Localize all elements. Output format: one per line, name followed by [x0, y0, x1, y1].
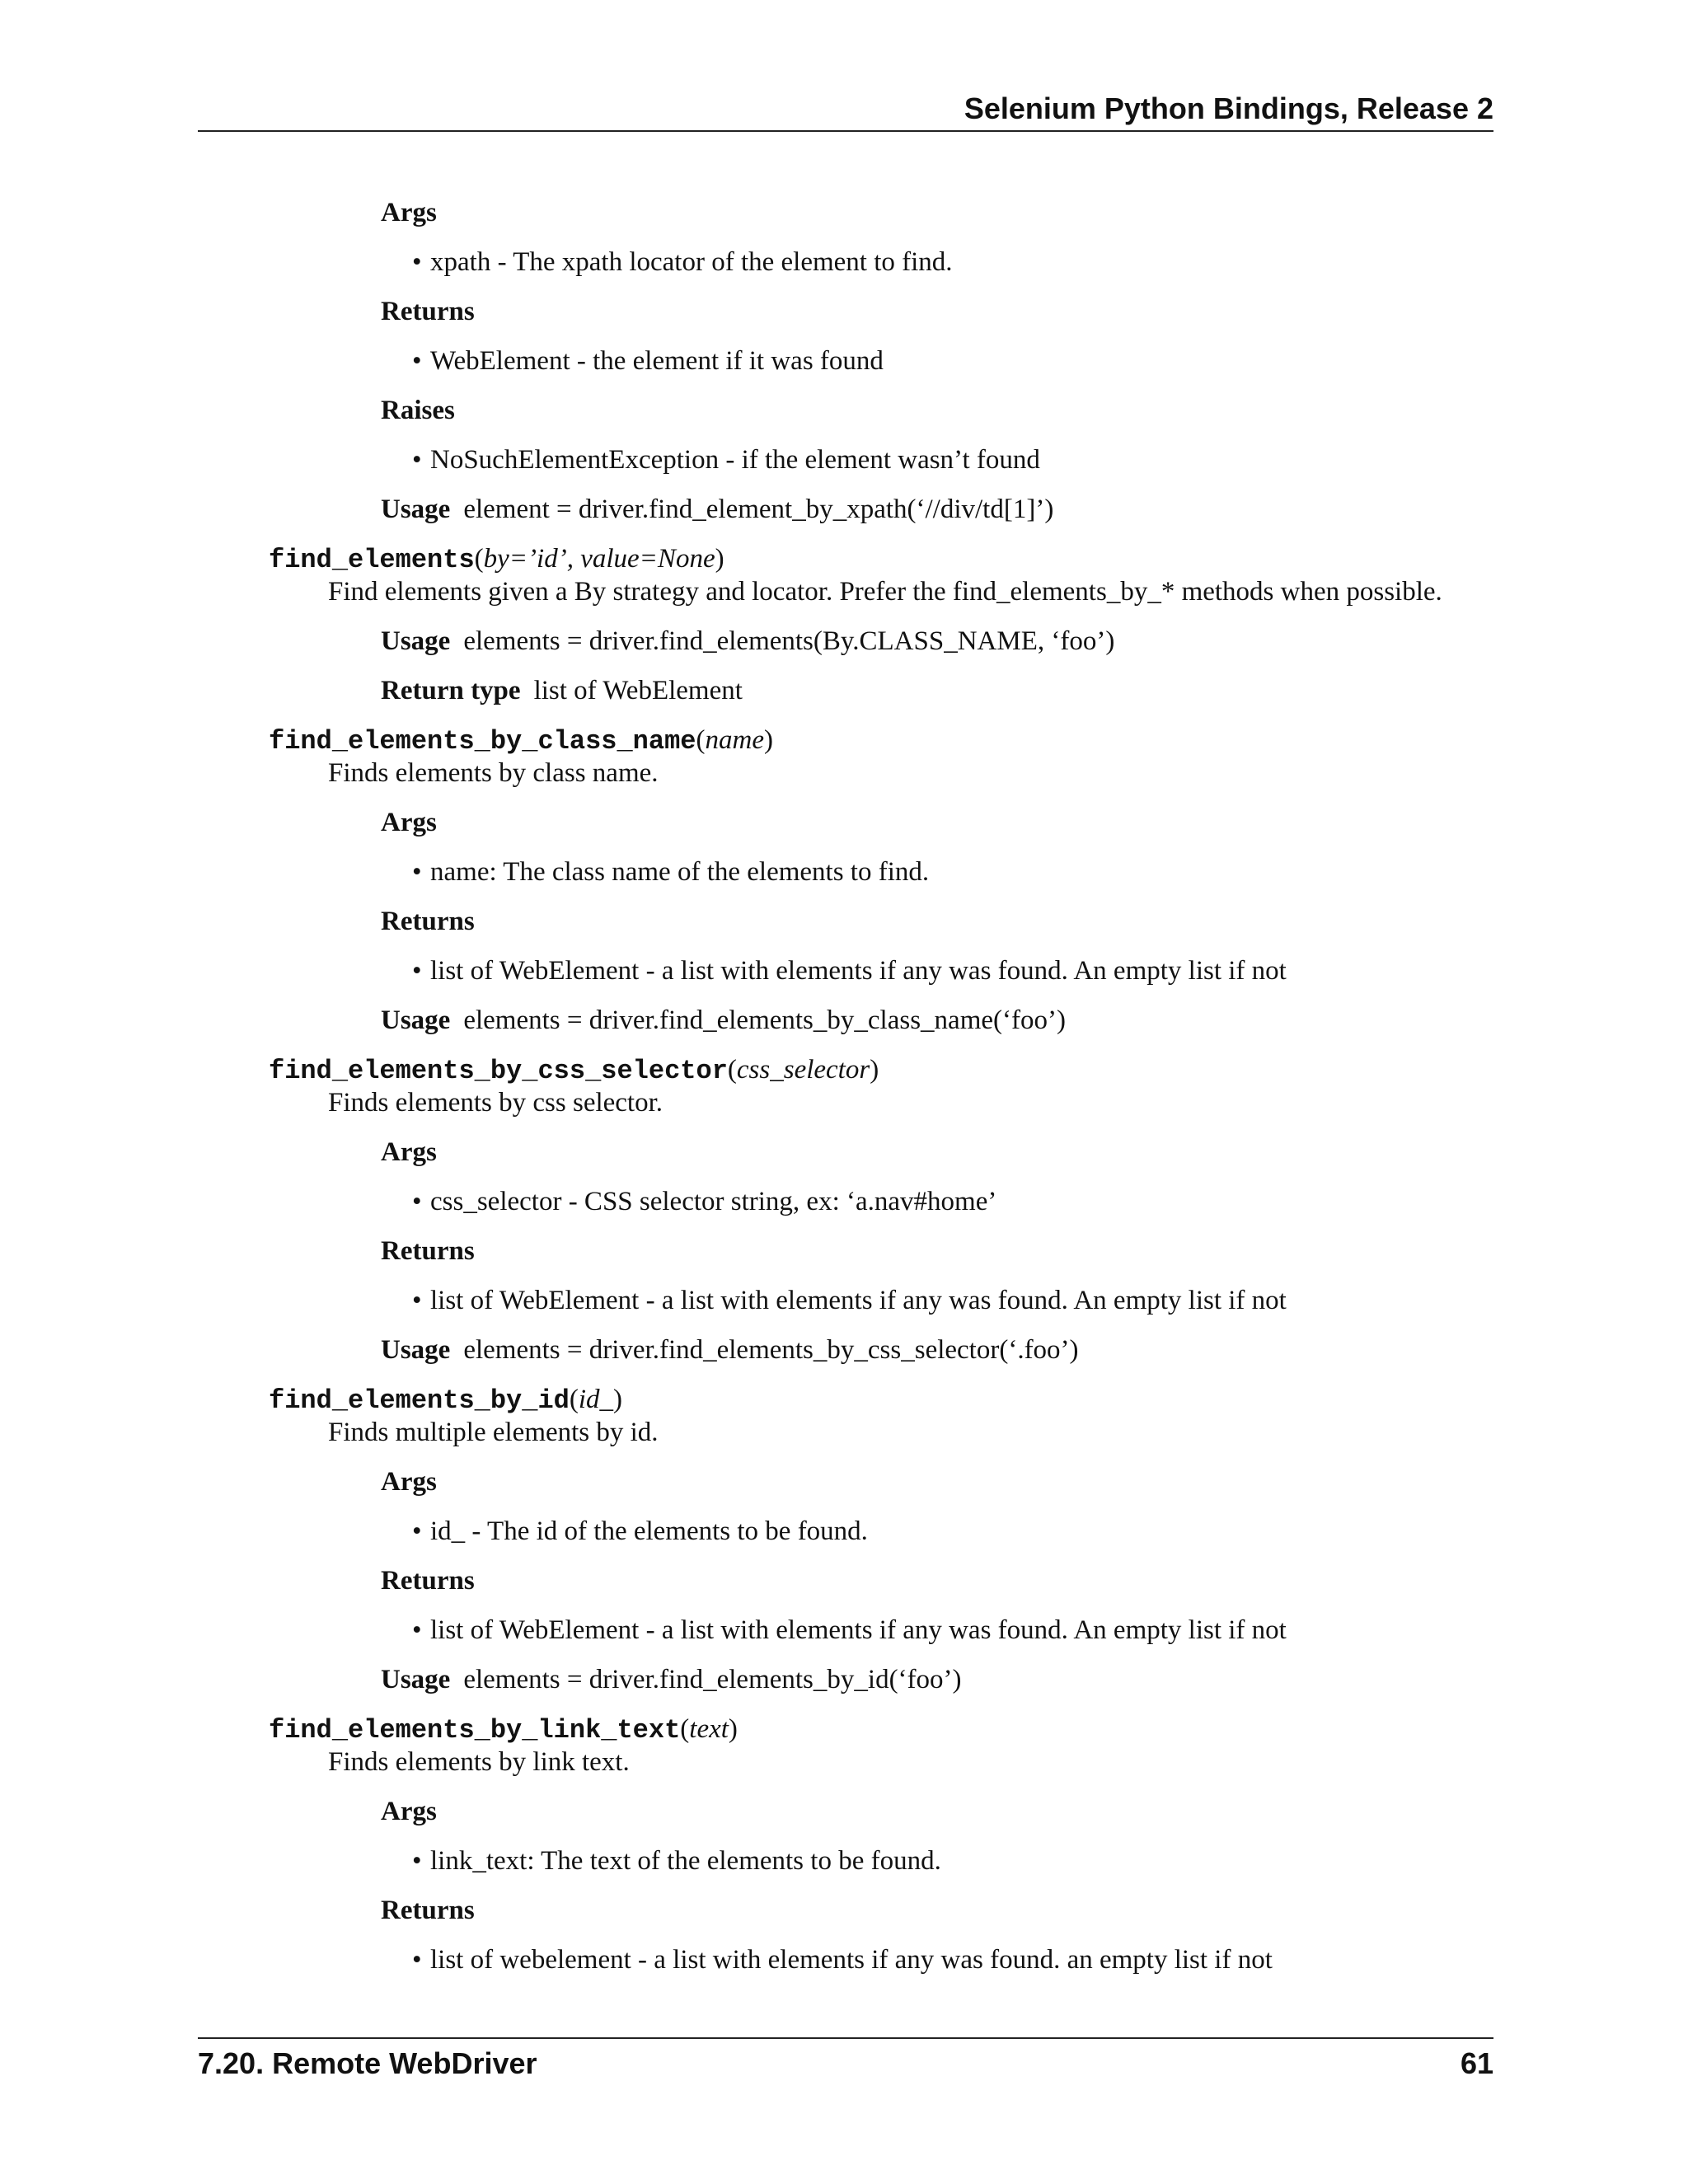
args-label: Args	[381, 1137, 437, 1167]
usage-label: Usage	[381, 626, 451, 656]
returns-label: Returns	[381, 1566, 475, 1596]
returns-item: • list of WebElement - a list with elements if any was found. An empty list if not	[412, 956, 1287, 986]
method-signature: find_elements_by_link_text(text)	[269, 1714, 738, 1746]
method-name: find_elements_by_css_selector	[269, 1056, 728, 1086]
returns-label: Returns	[381, 297, 475, 326]
method-params: id_	[578, 1385, 614, 1414]
returns-item: • list of WebElement - a list with elements if any was found. An empty list if not	[412, 1615, 1287, 1645]
method-signature: find_elements_by_id(id_)	[269, 1385, 623, 1416]
method-description: Finds elements by css selector.	[328, 1088, 663, 1118]
usage-text: elements = driver.find_elements(By.CLASS_NAME, ‘foo’)	[463, 626, 1115, 656]
method-find-elements	[0, 542, 1688, 724]
method-description: Finds multiple elements by id.	[328, 1418, 659, 1447]
method-params: by=’id’, value=None	[483, 544, 715, 574]
xpath-method-continuation	[0, 196, 1688, 542]
usage-text: elements = driver.find_elements_by_css_selector(‘.foo’)	[463, 1335, 1079, 1365]
return-type-text: list of WebElement	[533, 676, 743, 705]
args-label: Args	[381, 1797, 437, 1826]
returns-label: Returns	[381, 907, 475, 936]
method-name: find_elements	[269, 545, 475, 575]
usage-row	[381, 1663, 1688, 1696]
returns-item: • list of WebElement - a list with elements if any was found. An empty list if not	[412, 1286, 1287, 1315]
method-name: find_elements_by_class_name	[269, 726, 696, 757]
bullet-icon: •	[412, 1615, 422, 1645]
usage-label: Usage	[381, 494, 451, 524]
method-find-elements-by-id	[0, 1383, 1688, 1713]
raises-label: Raises	[381, 396, 455, 425]
method-description: Finds elements by link text.	[328, 1747, 630, 1777]
method-signature: find_elements_by_css_selector(css_selector)	[269, 1055, 879, 1086]
method-description: Find elements given a By strategy and locator. Prefer the find_elements_by_* methods when possible.	[328, 577, 1442, 607]
args-item: • id_ - The id of the elements to be found.	[412, 1516, 868, 1546]
usage-label: Usage	[381, 1335, 451, 1365]
args-item: • xpath - The xpath locator of the element to find.	[412, 247, 953, 277]
method-description: Finds elements by class name.	[328, 758, 659, 788]
method-params: name	[705, 725, 764, 755]
bullet-icon: •	[412, 346, 422, 376]
footer-section-title: 7.20. Remote WebDriver	[198, 2046, 537, 2080]
running-header: Selenium Python Bindings, Release 2	[964, 91, 1493, 125]
method-name: find_elements_by_link_text	[269, 1715, 681, 1746]
bullet-icon: •	[412, 445, 422, 475]
method-find-elements-by-link-text	[0, 1713, 1688, 1976]
returns-item: • WebElement - the element if it was found	[412, 346, 884, 376]
method-params: css_selector	[736, 1055, 870, 1085]
args-label: Args	[381, 198, 437, 227]
usage-row	[381, 1004, 1688, 1037]
usage-text: elements = driver.find_elements_by_class_name(‘foo’)	[463, 1005, 1066, 1035]
usage-row	[381, 493, 1688, 526]
bullet-icon: •	[412, 857, 422, 887]
method-signature: find_elements(by=’id’, value=None)	[269, 544, 724, 575]
return-type-label: Return type	[381, 676, 521, 705]
return-type-row	[381, 674, 1688, 707]
usage-text: element = driver.find_element_by_xpath(‘//div/td[1]’)	[463, 494, 1054, 524]
method-params: text	[689, 1714, 729, 1744]
method-find-elements-by-css-selector	[0, 1053, 1688, 1383]
args-item: • css_selector - CSS selector string, ex: ‘a.nav#home’	[412, 1187, 997, 1216]
bullet-icon: •	[412, 247, 422, 277]
usage-label: Usage	[381, 1005, 451, 1035]
method-signature: find_elements_by_class_name(name)	[269, 725, 773, 757]
bullet-icon: •	[412, 1846, 422, 1876]
usage-label: Usage	[381, 1665, 451, 1694]
method-name: find_elements_by_id	[269, 1385, 570, 1416]
page-content	[0, 196, 1688, 1976]
page-number: 61	[1460, 2046, 1493, 2080]
header-rule	[198, 130, 1493, 132]
bullet-icon: •	[412, 956, 422, 986]
args-item: • link_text: The text of the elements to be found.	[412, 1846, 941, 1876]
usage-row	[381, 1333, 1688, 1366]
raises-item: • NoSuchElementException - if the element wasn’t found	[412, 445, 1040, 475]
returns-label: Returns	[381, 1896, 475, 1925]
usage-row	[381, 625, 1688, 658]
method-find-elements-by-class-name	[0, 724, 1688, 1053]
returns-label: Returns	[381, 1236, 475, 1266]
bullet-icon: •	[412, 1187, 422, 1216]
footer-rule	[198, 2037, 1493, 2039]
args-item: • name: The class name of the elements to find.	[412, 857, 930, 887]
bullet-icon: •	[412, 1516, 422, 1546]
args-label: Args	[381, 808, 437, 837]
bullet-icon: •	[412, 1945, 422, 1975]
usage-text: elements = driver.find_elements_by_id(‘foo’)	[463, 1665, 962, 1694]
returns-item: • list of webelement - a list with elements if any was found. an empty list if not	[412, 1945, 1273, 1975]
args-label: Args	[381, 1467, 437, 1497]
bullet-icon: •	[412, 1286, 422, 1315]
